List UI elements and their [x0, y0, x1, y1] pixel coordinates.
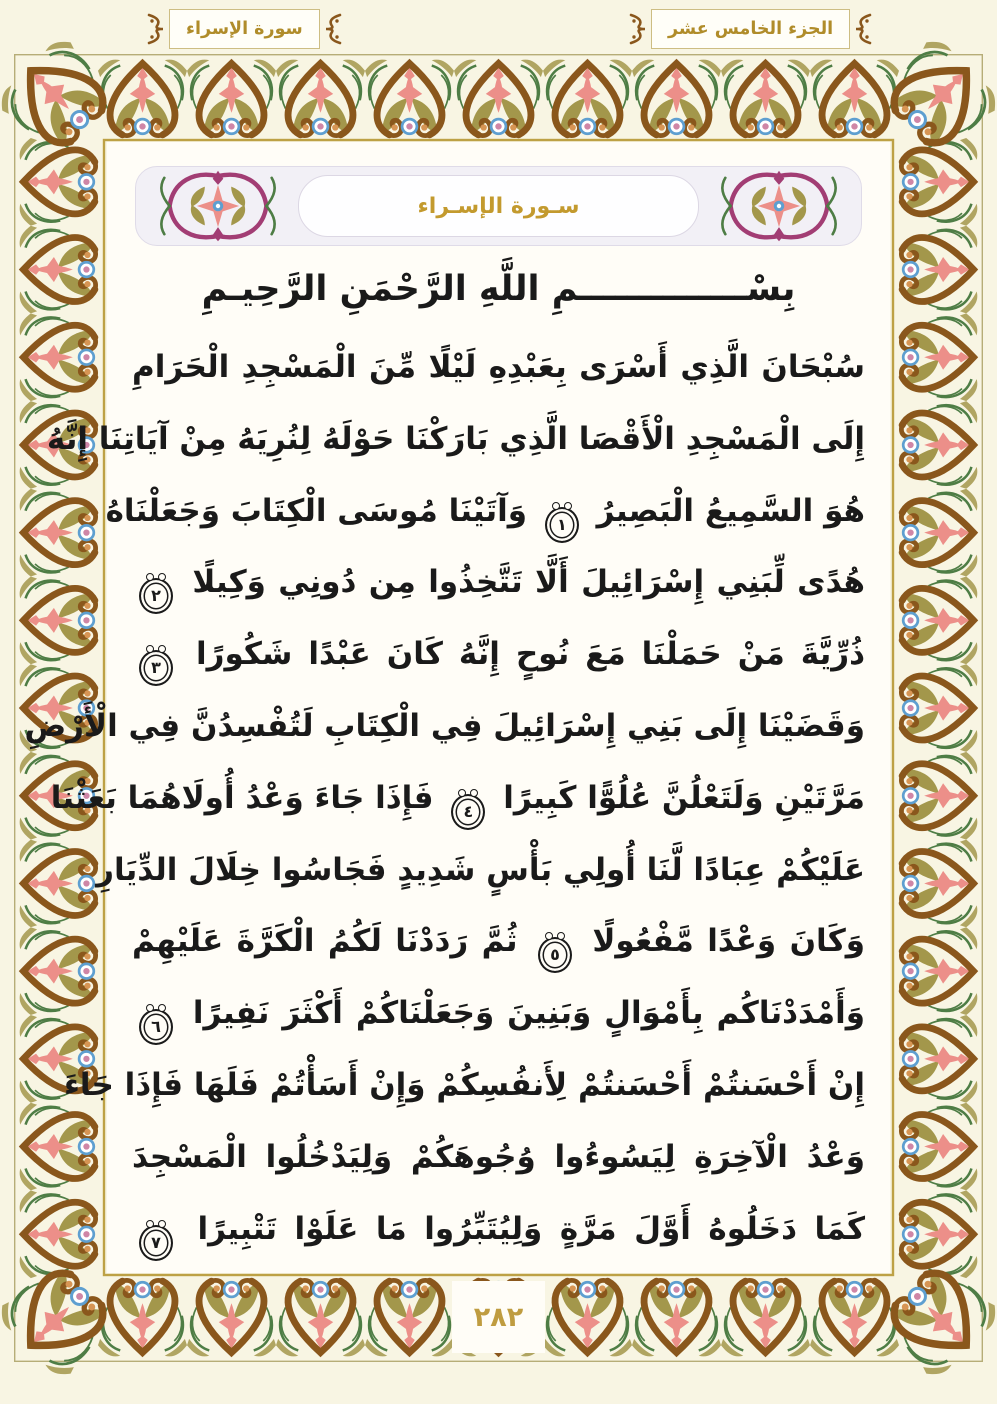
quran-line: [132, 978, 865, 1050]
ayah-number: ٢: [151, 586, 161, 606]
page-number: ٢٨٢: [452, 1281, 545, 1353]
ayah-marker: [451, 794, 485, 830]
quran-line: [132, 906, 865, 978]
quran-line: [24, 691, 865, 763]
ayah-marker: [139, 650, 173, 686]
ayah-number: ٣: [151, 658, 161, 678]
rosette-icon: [152, 168, 284, 244]
quran-line: [132, 1122, 865, 1194]
juz-header-label: الجزء الخامس عشر: [651, 9, 850, 49]
quran-text-segment: فَإِذَا جَاءَ وَعْدُ أُولَاهُمَا بَعَثْنَا: [50, 779, 445, 816]
quran-text-segment: وَكَانَ وَعْدًا مَّفْعُولًا: [578, 923, 865, 960]
ayah-marker: [139, 578, 173, 614]
juz-header-cartouche: [628, 9, 873, 49]
ayah-number: ١: [556, 514, 567, 534]
quran-line: [132, 1194, 865, 1266]
quran-line: [132, 332, 865, 404]
ayah-marker: [545, 507, 579, 543]
quran-text-segment: ذُرِّيَّةَ مَنْ حَمَلْنَا مَعَ نُوحٍ إِنَّهُ كَانَ عَبْدًا شَكُورًا: [180, 636, 865, 673]
ayah-marker: [538, 937, 572, 973]
quran-line: [132, 547, 865, 619]
bracket-icon: [323, 13, 343, 45]
ayah-number: ٤: [463, 801, 474, 821]
quran-text-segment: وَعْدُ الْآخِرَةِ لِيَسُوءُوا وُجُوهَكُمْ وَلِيَدْخُلُوا الْمَسْجِدَ: [132, 1138, 865, 1175]
ayah-marker: [139, 1009, 173, 1045]
quran-line: [50, 763, 865, 835]
surah-title: سـورة الإسـراء: [417, 193, 580, 219]
bismillah: بِسْــــــــــــــمِ اللَّهِ الرَّحْمَنِ الرَّحِيـمِ: [201, 269, 796, 309]
quran-text-segment: إِنْ أَحْسَنتُمْ أَحْسَنتُمْ لِأَنفُسِكُمْ وَإِنْ أَسَأْتُمْ فَلَهَا فَإِذَا جَاءَ: [63, 1066, 865, 1103]
quran-text-segment: ثُمَّ رَدَدْنَا لَكُمُ الْكَرَّةَ عَلَيْهِمْ: [132, 923, 531, 960]
surah-title-banner: [135, 166, 862, 246]
bracket-icon: [853, 13, 873, 45]
quran-text-segment: وَقَضَيْنَا إِلَى بَنِي إِسْرَائِيلَ فِي الْكِتَابِ لَتُفْسِدُنَّ فِي الْأَرْضِ: [24, 707, 865, 744]
quran-line: [105, 476, 865, 548]
quran-line: [63, 1050, 865, 1122]
quran-text-segment: سُبْحَانَ الَّذِي أَسْرَى بِعَبْدِهِ لَيْلًا مِّنَ الْمَسْجِدِ الْحَرَامِ: [132, 349, 865, 385]
quran-line: [46, 404, 865, 476]
surah-header-cartouche: [146, 9, 343, 49]
quran-lines: [24, 332, 865, 1265]
rosette-icon: [713, 168, 845, 244]
quran-text-segment: عَلَيْكُمْ عِبَادًا لَّنَا أُولِي بَأْسٍ شَدِيدٍ فَجَاسُوا خِلَالَ الدِّيَارِ: [96, 851, 865, 888]
ayah-number: ٧: [151, 1232, 161, 1252]
ayah-number: ٥: [550, 945, 560, 965]
ayah-number: ٦: [151, 1017, 161, 1037]
ayah-marker: [139, 1225, 173, 1261]
quran-text-segment: وَآتَيْنَا مُوسَى الْكِتَابَ وَجَعَلْنَاهُ: [105, 492, 538, 529]
quran-text-segment: كَمَا دَخَلُوهُ أَوَّلَ مَرَّةٍ وَلِيُتَبِّرُوا مَا عَلَوْا تَتْبِيرًا: [180, 1210, 865, 1247]
bracket-icon: [628, 13, 648, 45]
quran-text-segment: مَرَّتَيْنِ وَلَتَعْلُنَّ عُلُوًّا كَبِيرًا: [492, 779, 865, 816]
quran-text-segment: وَأَمْدَدْنَاكُم بِأَمْوَالٍ وَبَنِينَ وَجَعَلْنَاكُمْ أَكْثَرَ نَفِيرًا: [180, 995, 865, 1032]
page-content: [24, 142, 890, 1273]
quran-text-segment: هُدًى لِّبَنِي إِسْرَائِيلَ أَلَّا تَتَّخِذُوا مِن دُونِي وَكِيلًا: [180, 564, 865, 601]
quran-line: [96, 835, 865, 907]
quran-text-segment: إِلَى الْمَسْجِدِ الْأَقْصَا الَّذِي بَارَكْنَا حَوْلَهُ لِنُرِيَهُ مِنْ آيَاتِنَا إِنَّهُ: [46, 420, 865, 457]
surah-header-label: سورة الإسراء: [169, 9, 320, 49]
bracket-icon: [146, 13, 166, 45]
quran-text-segment: هُوَ السَّمِيعُ الْبَصِيرُ: [585, 492, 865, 529]
quran-line: [132, 619, 865, 691]
surah-title-cartouche: [298, 175, 699, 237]
